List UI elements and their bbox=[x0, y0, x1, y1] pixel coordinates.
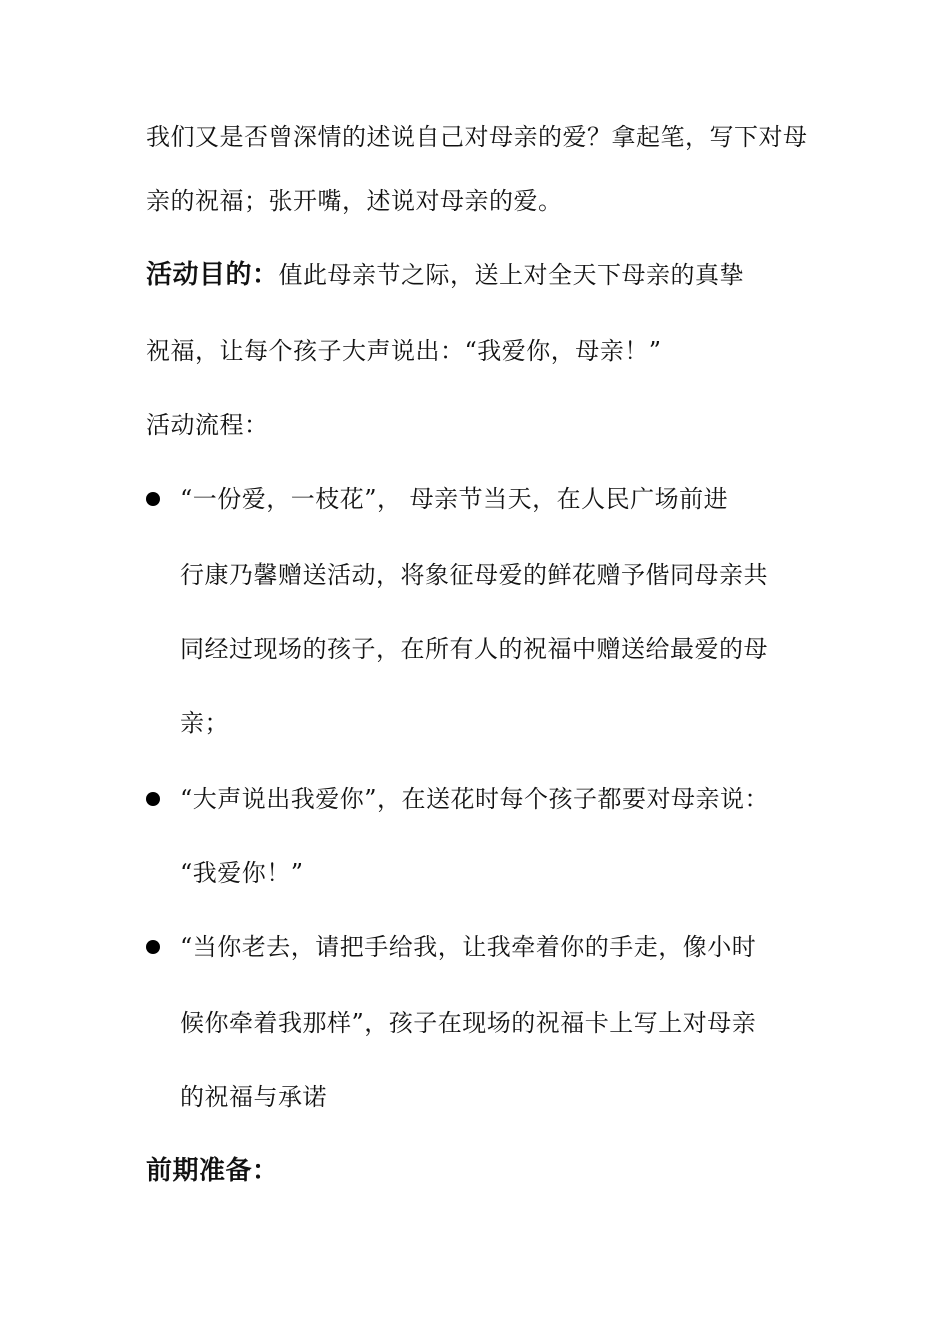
purpose-line-1 bbox=[146, 260, 744, 290]
bullet-2-line-1: “大声说出我爱你”，在送花时每个孩子都要对母亲说： bbox=[180, 785, 770, 813]
purpose-line-2: 祝福，让每个孩子大声说出：“我爱你，母亲！” bbox=[146, 337, 662, 365]
purpose-text-1: 值此母亲节之际，送上对全天下母亲的真挚 bbox=[278, 261, 745, 289]
bullet-3-line-1: “当你老去，请把手给我，让我牵着你的手走，像小时 bbox=[180, 933, 757, 961]
bullet-1-line-2: 行康乃馨赠送活动，将象征母爱的鲜花赠予偕同母亲共 bbox=[180, 561, 768, 589]
intro-line-2: 亲的祝福；张开嘴，述说对母亲的爱。 bbox=[146, 187, 563, 215]
process-heading: 活动流程： bbox=[146, 411, 269, 439]
bullet-dot-icon bbox=[146, 492, 160, 506]
bullet-2-line-2: “我爱你！” bbox=[180, 859, 304, 887]
bullet-3-line-2: 候你牵着我那样”，孩子在现场的祝福卡上写上对母亲 bbox=[180, 1009, 757, 1037]
bullet-dot-icon bbox=[146, 940, 160, 954]
preparation-heading: 前期准备： bbox=[146, 1156, 279, 1186]
bullet-1-line-4: 亲； bbox=[180, 709, 229, 737]
bullet-1-line-1: “一份爱，一枝花”， 母亲节当天，在人民广场前进 bbox=[180, 485, 729, 513]
bullet-3-line-3: 的祝福与承诺 bbox=[180, 1083, 327, 1111]
purpose-heading: 活动目的： bbox=[146, 260, 279, 290]
intro-line-1: 我们又是否曾深情的述说自己对母亲的爱？拿起笔，写下对母 bbox=[146, 123, 808, 151]
bullet-dot-icon bbox=[146, 792, 160, 806]
bullet-1-line-3: 同经过现场的孩子，在所有人的祝福中赠送给最爱的母 bbox=[180, 635, 768, 663]
